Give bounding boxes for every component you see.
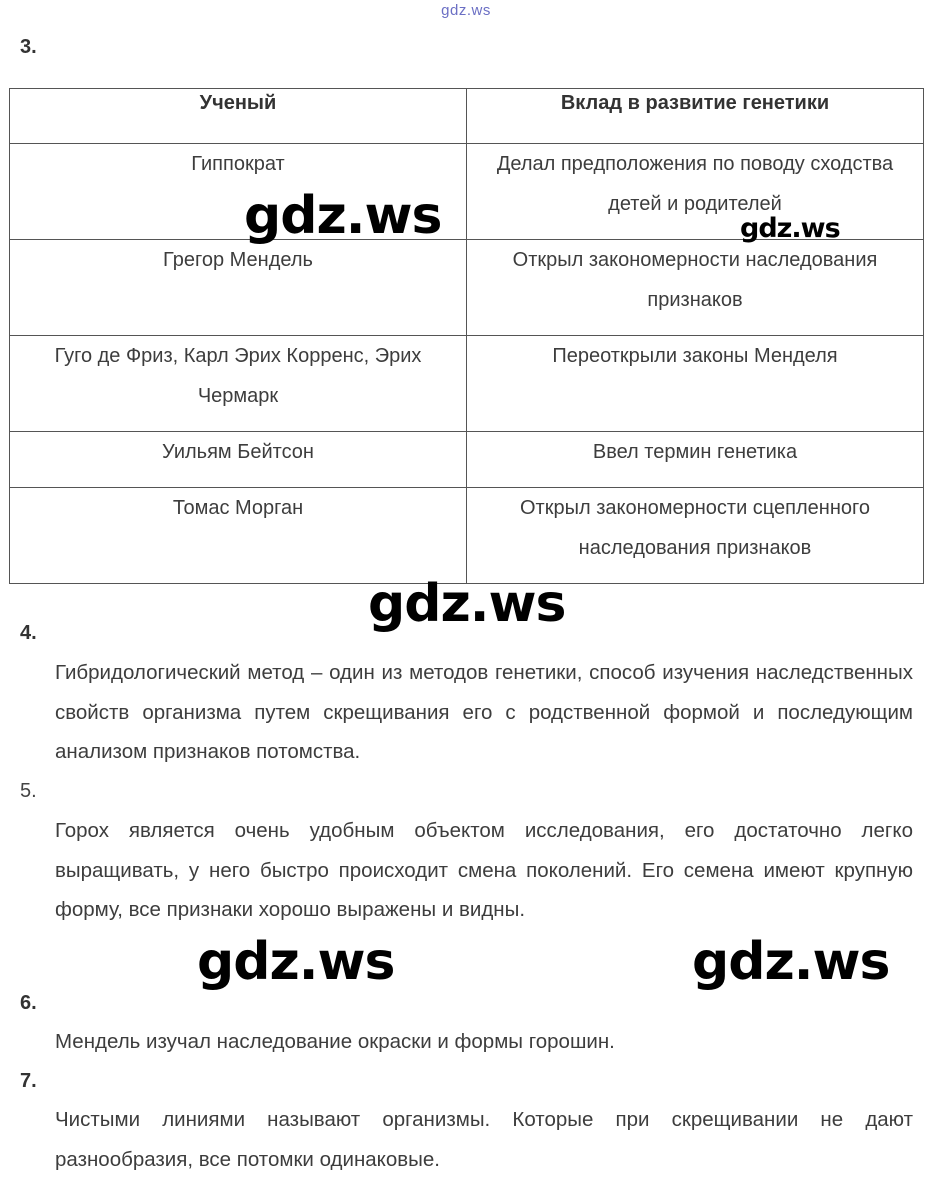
table-row xyxy=(10,488,924,584)
watermark: gdz.ws xyxy=(692,932,890,992)
cell-contribution: Открыл закономерности сцепленного наследования признаков xyxy=(467,488,924,584)
cell-scientist: Томас Морган xyxy=(10,488,467,584)
header-scientist: Ученый xyxy=(10,89,467,144)
watermark: gdz.ws xyxy=(740,213,840,244)
table-row xyxy=(10,240,924,336)
watermark: gdz.ws xyxy=(244,186,442,246)
table-row xyxy=(10,432,924,488)
question-number-5: 5. xyxy=(20,780,37,802)
cell-scientist: Грегор Мендель xyxy=(10,240,467,336)
answer-6-text: Мендель изучал наследование окраски и формы горошин. xyxy=(55,1030,615,1053)
cell-scientist: Уильям Бейтсон xyxy=(10,432,467,488)
answer-4-text: Гибридологический метод – один из методов генетики, способ изучения наследственных свойств организма путем скрещивания его с родственной формой и последующим анализом признаков потомства. xyxy=(55,661,913,763)
answer-5-text: Горох является очень удобным объектом исследования, его достаточно легко выращивать, у него быстро происходит смена поколений. Его семена имеют крупную форму, все признаки хорошо выражены и видны. xyxy=(55,819,913,921)
watermark: gdz.ws xyxy=(197,932,395,992)
cell-scientist: Гиппократ xyxy=(10,144,467,240)
scientists-table xyxy=(9,88,924,584)
watermark-top: gdz.ws xyxy=(441,2,491,19)
question-number-4: 4. xyxy=(20,622,37,644)
question-number-7: 7. xyxy=(20,1070,37,1092)
answer-7-text: Чистыми линиями называют организмы. Которые при скрещивании не дают разнообразия, все потомки одинаковые. xyxy=(55,1108,913,1171)
header-contribution: Вклад в развитие генетики xyxy=(467,89,924,144)
table-header-row xyxy=(10,89,924,144)
question-number-6: 6. xyxy=(20,992,37,1014)
question-number-3: 3. xyxy=(20,36,37,58)
cell-contribution: Переоткрыли законы Менделя xyxy=(467,336,924,432)
cell-scientist: Гуго де Фриз, Карл Эрих Корренс, Эрих Чермарк xyxy=(10,336,467,432)
table-row xyxy=(10,336,924,432)
cell-contribution: Открыл закономерности наследования признаков xyxy=(467,240,924,336)
cell-contribution: Ввел термин генетика xyxy=(467,432,924,488)
cell-contribution: Делал предположения по поводу сходства детей и родителей xyxy=(467,144,924,240)
watermark: gdz.ws xyxy=(368,574,566,634)
